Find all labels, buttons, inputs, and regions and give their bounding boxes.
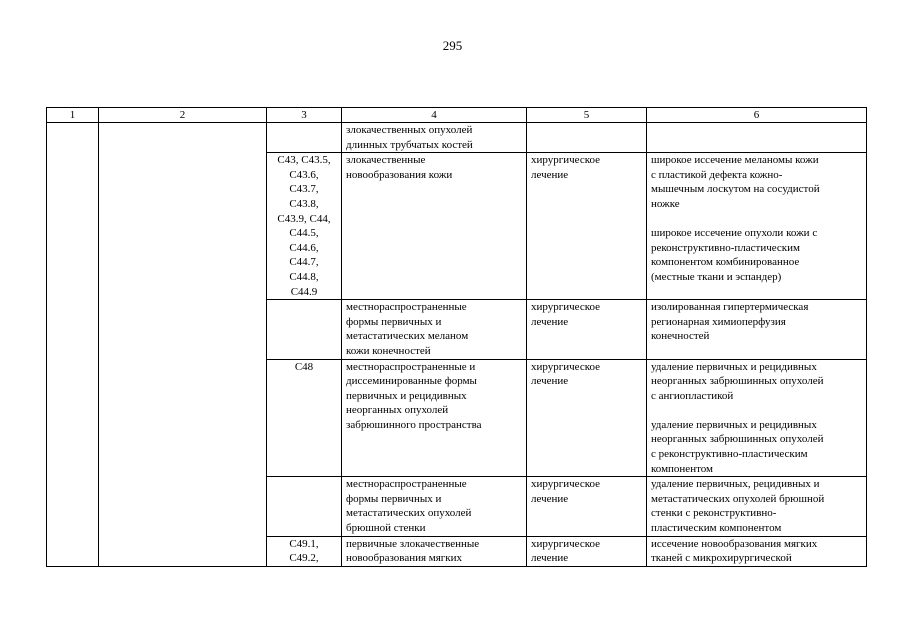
disease-cell [342,359,527,477]
disease-cell [342,300,527,359]
header-col-4: 4 [342,108,527,123]
treatment-methods-cell [647,300,867,359]
disease-line: злокачественные [346,154,426,167]
disease-line: новообразования мягких [346,552,463,565]
method-line: удаление первичных, рецидивных и [651,478,820,491]
disease-line: формы первичных и [346,315,442,328]
icd-codes-cell [267,536,342,566]
method-block [651,153,862,211]
icd-code-line: C44.5, [289,227,319,240]
treatment-line: лечение [531,315,569,328]
icd-code-line: C49.2, [289,552,319,565]
icd-code-line: C44.8, [289,270,319,283]
method-block [651,360,862,404]
method-line: широкое иссечение опухоли кожи с [651,227,818,240]
disease-line: первичные злокачественные [346,537,480,550]
method-spacer [651,403,862,418]
disease-line: диссеминированные формы [346,375,477,388]
disease-cell [342,153,527,300]
disease-line: длинных трубчатых костей [346,138,473,151]
treatment-methods-cell [647,123,867,153]
icd-code-line: C43, C43.5, [277,154,331,167]
treatment-line: хирургическое [531,478,601,491]
disease-cell [342,477,527,536]
disease-cell [342,123,527,153]
disease-line: забрюшинного пространства [346,418,482,431]
method-line: (местные ткани и эспандер) [651,270,782,283]
disease-line: местнораспространенные и [346,360,476,373]
disease-line: местнораспространенные [346,301,467,314]
icd-code-line: C43.8, [289,197,319,210]
icd-code-line: C44.9 [290,285,318,298]
method-line: реконструктивно-пластическим [651,241,800,254]
disease-line: метастатических опухолей [346,507,472,520]
treatment-line: хирургическое [531,154,601,167]
treatment-line: лечение [531,375,569,388]
icd-code-line: C43.7, [289,183,319,196]
icd-code-line: C44.6, [289,241,319,254]
method-line: ножке [651,197,680,210]
treatment-methods-cell [647,153,867,300]
icd-code-line: C48 [294,360,314,373]
method-line: изолированная гипертермическая [651,301,809,314]
method-line: неорганных забрюшинных опухолей [651,375,824,388]
icd-codes-cell [267,123,342,153]
disease-line: первичных и рецидивных [346,389,467,402]
method-line: конечностей [651,330,710,343]
icd-code-line: C44.7, [289,256,319,269]
header-row [47,108,867,123]
treatment-type-cell [527,123,647,153]
treatment-type-cell [527,536,647,566]
header-col-5: 5 [527,108,647,123]
method-line: регионарная химиоперфузия [651,315,786,328]
treatment-methods-cell [647,359,867,477]
treatment-type-cell [527,477,647,536]
treatment-line: хирургическое [531,360,601,373]
services-table [46,107,867,567]
disease-line: неорганных опухолей [346,404,449,417]
method-line: с пластикой дефекта кожно- [651,168,783,181]
icd-codes-cell [267,359,342,477]
col-1-cell [47,123,99,567]
method-line: с реконструктивно-пластическим [651,448,808,461]
treatment-type-cell [527,359,647,477]
method-block [651,418,862,476]
disease-line: брюшной стенки [346,522,426,535]
header-col-3: 3 [267,108,342,123]
treatment-methods-cell [647,477,867,536]
header-col-6: 6 [647,108,867,123]
icd-codes-cell [267,300,342,359]
col-2-cell [99,123,267,567]
treatment-line: лечение [531,168,569,181]
icd-code-line: C49.1, [289,537,319,550]
treatment-type-cell [527,300,647,359]
method-spacer [651,212,862,227]
disease-line: новообразования кожи [346,168,453,181]
treatment-methods-cell [647,536,867,566]
method-line: неорганных забрюшинных опухолей [651,433,824,446]
method-line: тканей с микрохирургической [651,552,792,565]
icd-codes-cell [267,477,342,536]
page-number: 295 [442,38,463,53]
header-col-1: 1 [47,108,99,123]
treatment-line: лечение [531,552,569,565]
method-line: с ангиопластикой [651,389,734,402]
disease-cell [342,536,527,566]
method-line: компонентом комбинированное [651,256,800,269]
method-line: стенки с реконструктивно- [651,507,777,520]
disease-line: формы первичных и [346,492,442,505]
method-line: удаление первичных и рецидивных [651,360,817,373]
method-line: удаление первичных и рецидивных [651,418,817,431]
method-line: компонентом [651,462,713,475]
disease-line: местнораспространенные [346,478,467,491]
disease-line: злокачественных опухолей [346,124,473,136]
method-block [651,537,862,566]
method-line: мышечным лоскутом на сосудистой [651,183,820,196]
method-line: метастатических опухолей брюшной [651,492,825,505]
treatment-line: лечение [531,492,569,505]
disease-line: кожи конечностей [346,344,431,357]
method-block [651,300,862,344]
icd-code-line: C43.6, [289,168,319,181]
icd-codes-cell [267,153,342,300]
header-col-2: 2 [99,108,267,123]
method-line: широкое иссечение меланомы кожи [651,154,819,167]
treatment-line: хирургическое [531,537,601,550]
method-line: пластическим компонентом [651,522,782,535]
disease-line: метастатических меланом [346,330,469,343]
icd-code-line: C43.9, C44, [277,212,331,225]
method-block [651,226,862,284]
treatment-line: хирургическое [531,301,601,314]
table-row [47,123,867,153]
method-line: иссечение новообразования мягких [651,537,818,550]
method-block [651,477,862,535]
treatment-type-cell [527,153,647,300]
